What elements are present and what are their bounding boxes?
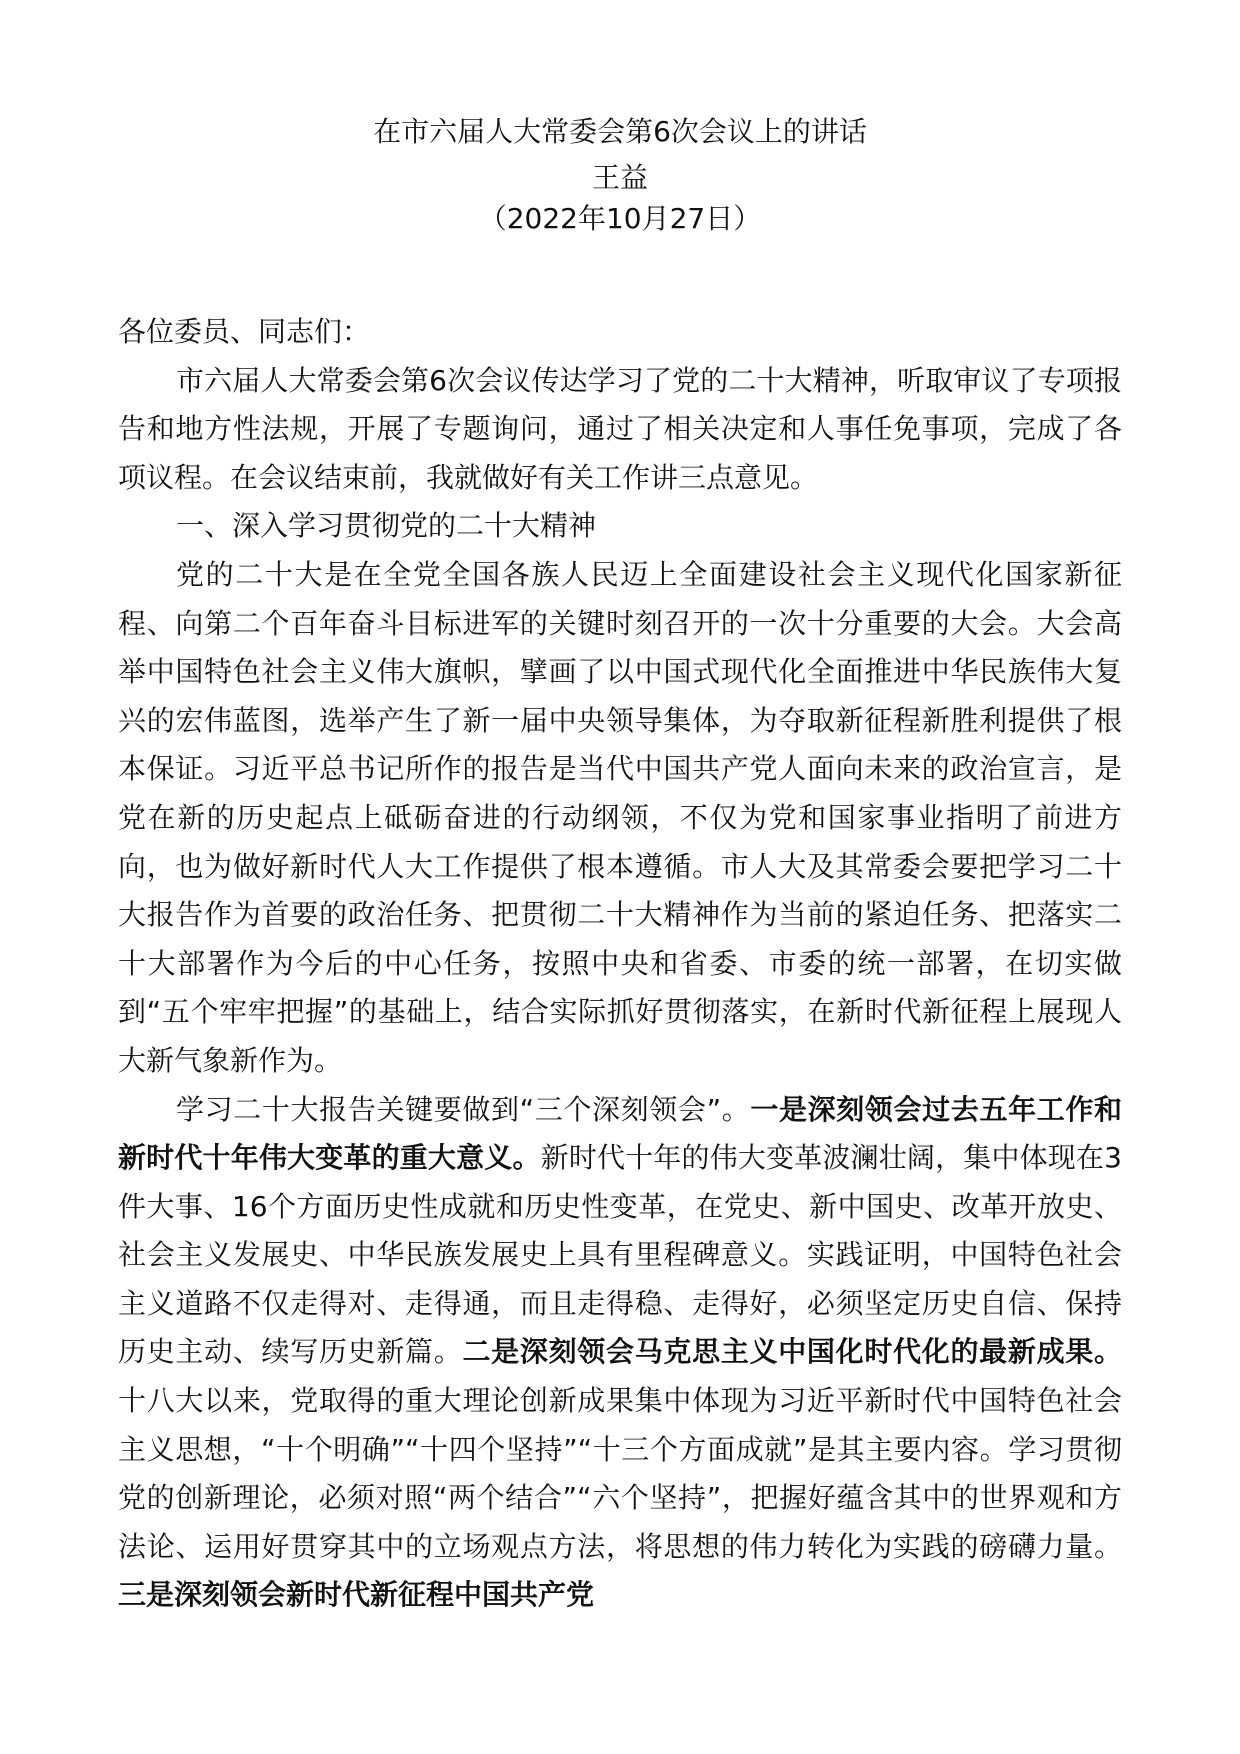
paragraph — [118, 1086, 1122, 1621]
document-body — [118, 308, 1122, 1620]
document-date: （2022年10月27日） — [478, 202, 762, 235]
paragraph: 市六届人大常委会第6次会议传达学习了党的二十大精神，听取审议了专项报告和地方性法规，开展了专题询问，通过了相关决定和人事任免事项，完成了各项议程。在会议结束前，我就做好有关工作讲三点意见。 — [118, 363, 1122, 494]
salutation: 各位委员、同志们： — [118, 315, 371, 348]
section-heading: 一、深入学习贯彻党的二十大精神 — [176, 509, 597, 543]
bold-point: 一是深刻领会过去五年工作和新时代十年伟大变革的重大意义。 — [118, 1092, 1122, 1175]
document-author: 王益 — [591, 161, 648, 194]
bold-point: 三是深刻领会新时代新征程中国共产党 — [118, 1578, 595, 1612]
paragraph: 党的二十大是在全党全国各族人民迈上全面建设社会主义现代化国家新征程、向第二个百年奋斗目标进军的关键时刻召开的一次十分重要的大会。大会高举中国特色社会主义伟大旗帜，擘画了以中国式现代化全面推进中华民族伟大复兴的宏伟蓝图，选举产生了新一届中央领导集体，为夺取新征程新胜利提供了根本保证。习近平总书记所作的报告是当代中国共产党人面向未来的政治宣言，是党在新的历史起点上砥砺奋进的行动纲领，不仅为党和国家事业指明了前进方向，也为做好新时代人大工作提供了根本遵循。市人大及其常委会要把学习二十大报告作为首要的政治任务、把贯彻二十大精神作为当前的紧迫任务、把落实二十大部署作为今后的中心任务，按照中央和省委、市委的统一部署，在切实做到“五个牢牢把握”的基础上，结合实际抓好贯彻落实，在新时代新征程上展现人大新气象新作为。 — [118, 557, 1122, 1077]
bold-point: 二是深刻领会马克思主义中国化时代化的最新成果。 — [462, 1335, 1122, 1369]
paragraph-text: 十八大以来，党取得的重大理论创新成果集中体现为习近平新时代中国特色社会主义思想，“十个明确”“十四个坚持”“十三个方面成就”是其主要内容。学习贯彻党的创新理论，必须对照“两个结合”“六个坚持”，把握好蕴含其中的世界观和方法论、运用好贯穿其中的立场观点方法，将思想的伟力转化为实践的磅礴力量。 — [118, 1384, 1122, 1563]
paragraph-text: 学习二十大报告关键要做到“三个深刻领会”。 — [176, 1092, 751, 1126]
paragraph-text: 新时代十年的伟大变革波澜壮阔，集中体现在3件大事、16个方面历史性成就和历史性变革，在党史、新中国史、改革开放史、社会主义发展史、中华民族发展史上具有里程碑意义。实践证明，中国特色社会主义道路不仅走得对、走得通，而且走得稳、走得好，必须坚定历史自信、保持历史主动、续写历史新篇。 — [118, 1141, 1122, 1369]
document-title: 在市六届人大常委会第6次会议上的讲话 — [373, 115, 867, 148]
